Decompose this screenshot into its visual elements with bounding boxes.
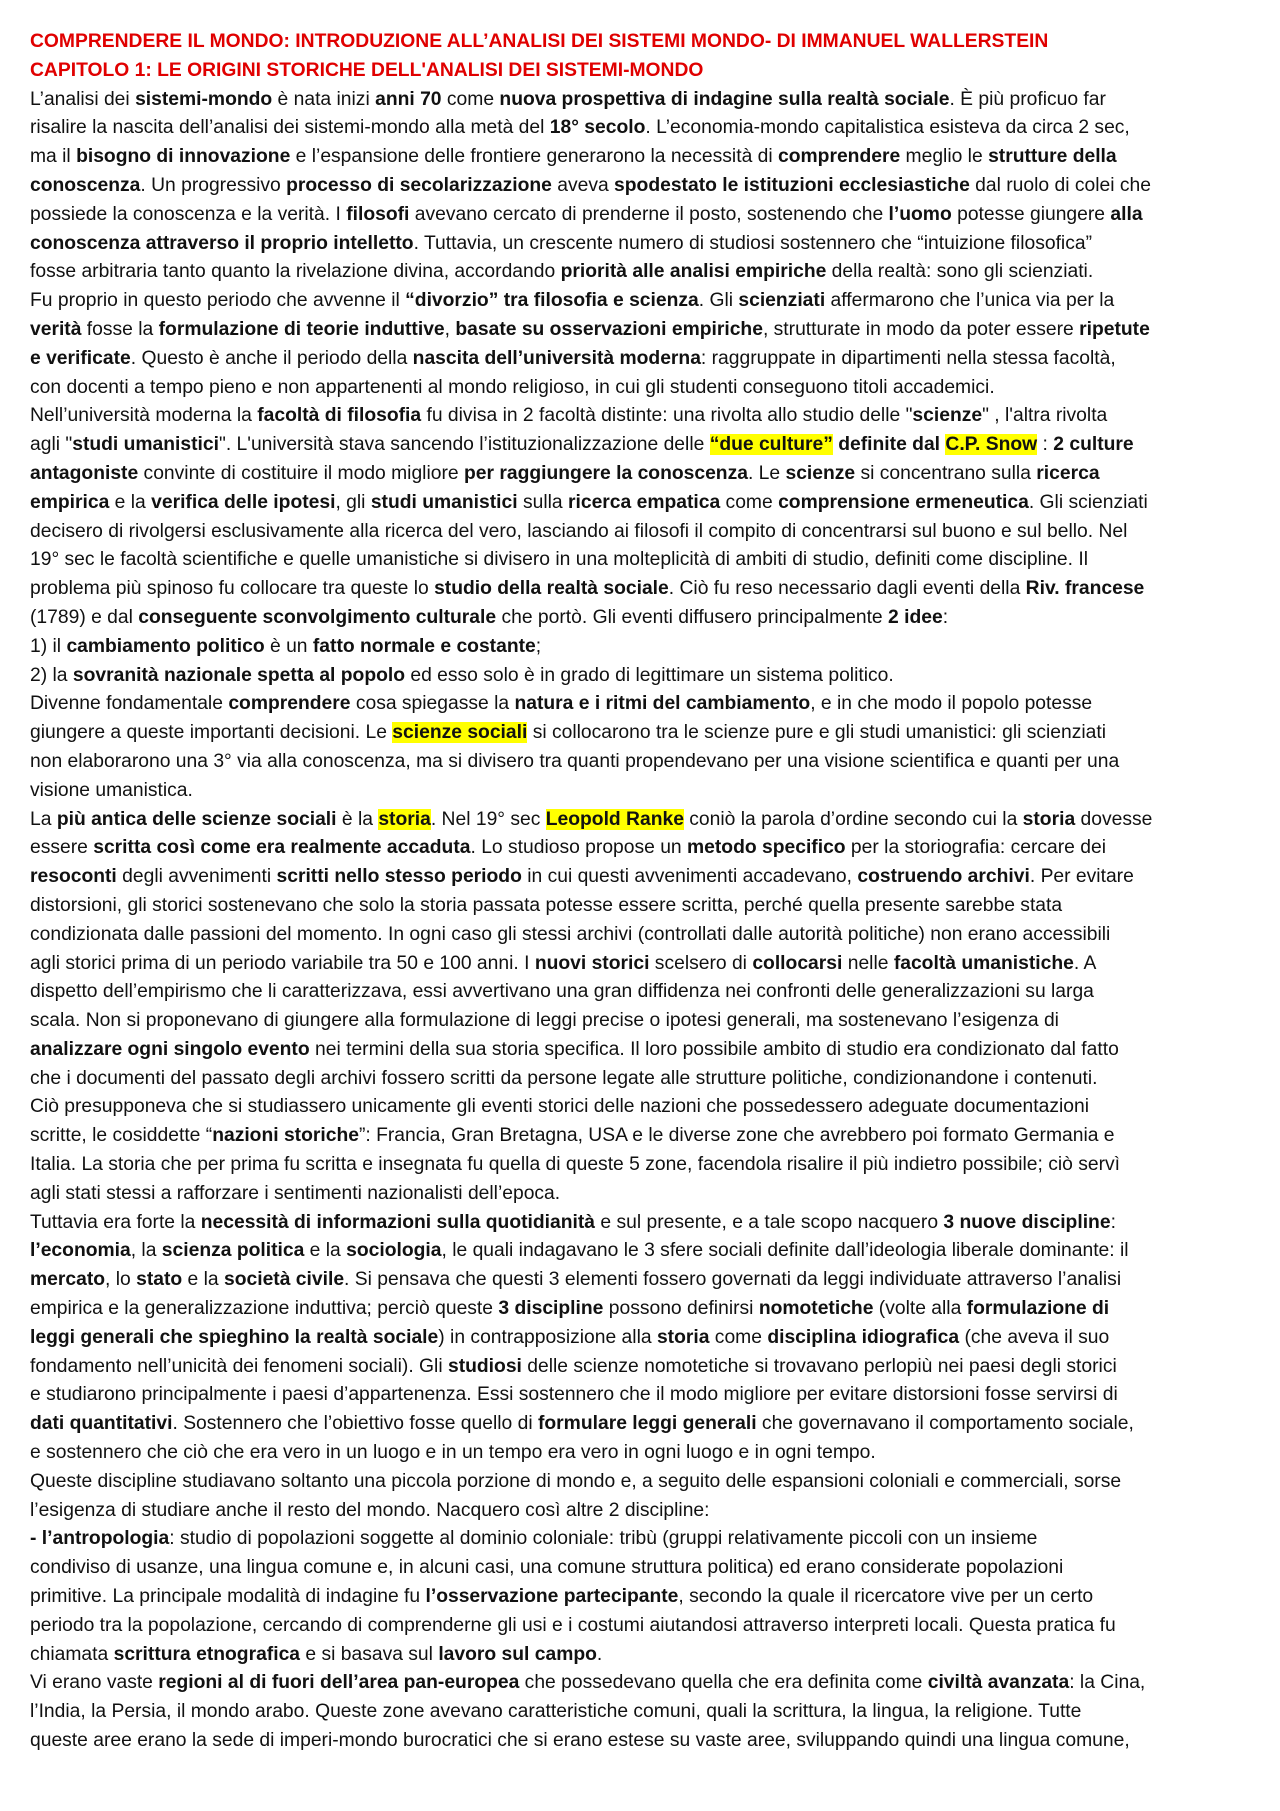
text-segment: . Questo è anche il periodo della — [130, 347, 413, 369]
text-segment: . Gli scienziati — [1028, 491, 1148, 513]
text-segment: essere — [30, 837, 94, 859]
bold-term: conoscenza — [30, 174, 141, 196]
text-segment: Nell’università moderna la — [30, 405, 258, 427]
text-segment: chiamata — [30, 1643, 114, 1665]
bold-term: studi umanistici — [72, 434, 219, 456]
text-segment: ; — [535, 635, 542, 657]
text-segment: (che aveva il suo — [959, 1326, 1110, 1348]
bold-term: conoscenza attraverso il proprio intelletto — [30, 232, 414, 254]
text-segment: L’analisi dei — [30, 88, 136, 110]
text-segment: dovesse — [1075, 808, 1153, 830]
text-line — [30, 950, 1252, 979]
highlighted-term: “due culture” — [709, 434, 833, 456]
bold-term: dati quantitativi — [30, 1413, 173, 1435]
bold-term: strutture della — [988, 146, 1117, 168]
text-line — [30, 834, 1252, 863]
text-line — [30, 28, 1252, 57]
text-segment: distorsioni, gli storici sostenevano che solo la storia passata potesse essere scritta, perché quella presente sarebbe stata — [30, 894, 1063, 916]
text-segment: . Per evitare — [1029, 866, 1134, 888]
text-segment: : — [942, 606, 949, 628]
bold-term: storia — [1022, 808, 1076, 830]
text-line — [30, 1295, 1252, 1324]
text-line — [30, 460, 1252, 489]
text-line — [30, 57, 1252, 86]
bold-term: collocarsi — [752, 952, 843, 974]
bold-term: nomotetiche — [758, 1298, 874, 1320]
text-segment: , strutturate in modo da poter essere — [762, 318, 1080, 340]
text-line — [30, 316, 1252, 345]
text-segment: . L’economia-mondo capitalistica esisteva da circa 2 sec, — [645, 117, 1130, 139]
bold-term: conseguente sconvolgimento culturale — [138, 606, 497, 628]
text-line — [30, 287, 1252, 316]
text-line — [30, 172, 1252, 201]
text-segment: . Lo studioso propose un — [470, 837, 688, 859]
bold-term: storia — [656, 1326, 710, 1348]
text-segment: scelsero di — [649, 952, 753, 974]
bold-term: e verificate — [30, 347, 131, 369]
bold-term: facoltà di filosofia — [257, 405, 422, 427]
text-segment: avevano cercato di prenderne il posto, sostenendo che — [409, 203, 889, 225]
text-segment: ) in contrapposizione alla — [438, 1326, 657, 1348]
bold-term: nascita dell’università moderna — [412, 347, 701, 369]
text-segment: . Tuttavia, un crescente numero di studiosi sostennero che “intuizione filosofica” — [413, 232, 1092, 254]
text-segment: agli stati stessi a rafforzare i sentimenti nazionalisti dell’epoca. — [30, 1182, 561, 1204]
text-segment: non elaborarono una 3° via alla conoscenza, ma si divisero tra quanti propendevano per una visione scientifica e quanti per una — [30, 750, 1120, 772]
text-line — [30, 1065, 1252, 1094]
bold-term: leggi generali che spieghino la realtà sociale — [30, 1326, 439, 1348]
text-line — [30, 258, 1252, 287]
text-segment: , la — [130, 1240, 162, 1262]
bold-term: formulazione di — [966, 1298, 1110, 1320]
text-line — [30, 690, 1252, 719]
bold-term: antagoniste — [30, 462, 139, 484]
text-segment: . Nel 19° sec — [430, 808, 546, 830]
bold-term: alla — [1110, 203, 1143, 225]
bold-term: stato — [136, 1269, 183, 1291]
bold-term: studio della realtà sociale — [434, 578, 669, 600]
text-segment: " , l'altra rivolta — [982, 405, 1108, 427]
text-segment: e la — [182, 1269, 224, 1291]
text-segment: è nata inizi — [272, 88, 376, 110]
bold-term: fatto normale e costante — [312, 635, 536, 657]
text-segment: periodo tra la popolazione, cercando di comprenderne gli usi e i costumi aiutandosi attraverso interpreti locali. Questa pratica fu — [30, 1614, 1116, 1636]
text-segment: e la — [109, 491, 152, 513]
text-segment: scritte, le cosiddette “ — [30, 1125, 213, 1147]
bold-term: cambiamento politico — [66, 635, 265, 657]
text-segment: Italia. La storia che per prima fu scritta e insegnata fu quella di queste 5 zone, facendola risalire il più indietro possibile; ciò servì — [30, 1154, 1120, 1176]
bold-term: società civile — [224, 1269, 345, 1291]
bold-term: disciplina idiografica — [767, 1326, 960, 1348]
bold-term: ricerca empatica — [567, 491, 721, 513]
text-segment: . È più proficuo far — [949, 88, 1106, 110]
highlighted-term: scienze sociali — [392, 722, 528, 744]
text-segment: 19° sec le facoltà scientifiche e quelle umanistiche si divisero in una molteplicità di ambiti di studio, definiti come discipline. Il — [30, 549, 1088, 571]
bold-term: scritti nello stesso periodo — [276, 866, 522, 888]
text-segment: . Ciò fu reso necessario dagli eventi della — [668, 578, 1026, 600]
text-segment: potesse giungere — [951, 203, 1111, 225]
text-segment: . Un progressivo — [140, 174, 287, 196]
bold-term: scrittura etnografica — [113, 1643, 301, 1665]
bold-term: scienziati — [738, 290, 826, 312]
text-line — [30, 1007, 1252, 1036]
text-segment: fu divisa in 2 facoltà distinte: una rivolta allo studio delle " — [421, 405, 913, 427]
bold-term: definite dal — [832, 434, 946, 456]
text-segment: 1) il — [30, 635, 67, 657]
bold-term: scienza politica — [161, 1240, 305, 1262]
text-line — [30, 546, 1252, 575]
text-line — [30, 1612, 1252, 1641]
text-line — [30, 1353, 1252, 1382]
bold-term: spodestato le istituzioni ecclesiastiche — [614, 174, 970, 196]
text-line — [30, 1468, 1252, 1497]
text-line — [30, 748, 1252, 777]
text-segment: Queste discipline studiavano soltanto una piccola porzione di mondo e, a seguito delle espansioni coloniali e commerciali, sorse — [30, 1470, 1122, 1492]
text-segment: agli storici prima di un periodo variabile tra 50 e 100 anni. I — [30, 952, 535, 974]
bold-term: l’uomo — [888, 203, 952, 225]
text-line — [30, 1324, 1252, 1353]
text-segment: . Le — [747, 462, 786, 484]
text-line — [30, 662, 1252, 691]
heading-text: COMPRENDERE IL MONDO: INTRODUZIONE ALL’ANALISI DEI SISTEMI MONDO- DI IMMANUEL WALLERSTEIN — [30, 31, 1049, 52]
highlighted-term: storia — [378, 808, 431, 830]
text-line — [30, 863, 1252, 892]
text-segment: l’India, la Persia, il mondo arabo. Queste zone avevano caratteristiche comuni, quali la scrittura, la lingua, la religione. Tutte — [30, 1701, 1082, 1723]
text-line — [30, 143, 1252, 172]
bold-term: comprendere — [228, 693, 351, 715]
text-segment: Ciò presupponeva che si studiassero unicamente gli eventi storici delle nazioni che possedessero adeguate documentazioni — [30, 1096, 1089, 1118]
bold-term: più antica delle scienze sociali — [56, 808, 337, 830]
text-segment: si concentrano sulla — [855, 462, 1037, 484]
text-segment: . Sostennero che l’obiettivo fosse quello di — [172, 1413, 538, 1435]
text-segment: Divenne fondamentale — [30, 693, 229, 715]
bold-term: nazioni storiche — [212, 1125, 359, 1147]
text-line — [30, 1122, 1252, 1151]
text-segment: empirica e la generalizzazione induttiva; perciò queste — [30, 1298, 499, 1320]
text-segment: ”: Francia, Gran Bretagna, USA e le diverse zone che avrebbero poi formato Germania e — [358, 1125, 1115, 1147]
bold-term: anni 70 — [375, 88, 442, 110]
text-segment: giungere a queste importanti decisioni. Le — [30, 722, 393, 744]
text-segment: che i documenti del passato degli archivi fossero scritti da persone legate alle strutture politiche, condizionandone i contenuti. — [30, 1067, 1098, 1089]
text-line — [30, 86, 1252, 115]
text-line — [30, 1266, 1252, 1295]
text-segment: si collocarono tra le scienze pure e gli studi umanistici: gli scienziati — [527, 722, 1107, 744]
text-segment: e sostennero che ciò che era vero in un luogo e in un tempo era vero in ogni luogo e in ogni tempo. — [30, 1442, 876, 1464]
text-segment: problema più spinoso fu collocare tra queste lo — [30, 578, 435, 600]
text-segment: nei termini della sua storia specifica. Il loro possibile ambito di studio era condizionato dal fatto — [309, 1038, 1119, 1060]
text-segment: per la storiografia: cercare dei — [845, 837, 1106, 859]
text-segment: aveva — [551, 174, 615, 196]
text-line — [30, 1410, 1252, 1439]
text-segment: . Si pensava che questi 3 elementi fossero governati da leggi individuate attraverso l’analisi — [344, 1269, 1122, 1291]
text-line — [30, 1698, 1252, 1727]
text-segment: fosse arbitraria tanto quanto la rivelazione divina, accordando — [30, 261, 561, 283]
text-segment: fondamento nell’unicità dei fenomeni sociali). Gli — [30, 1355, 448, 1377]
highlighted-term: C.P. Snow — [945, 434, 1038, 456]
text-segment: condizionata dalle passioni del momento. In ogni caso gli stessi archivi (controllati dalle autorità politiche) non erano accessibili — [30, 923, 1111, 945]
text-line — [30, 633, 1252, 662]
text-segment: visione umanistica. — [30, 779, 193, 801]
bold-term: 3 nuove discipline — [943, 1211, 1111, 1233]
text-segment: degli avvenimenti — [116, 866, 277, 888]
bold-term: priorità alle analisi empiriche — [560, 261, 827, 283]
text-line — [30, 892, 1252, 921]
text-segment: : raggruppate in dipartimenti nella stessa facoltà, — [700, 347, 1116, 369]
text-segment: cosa spiegasse la — [350, 693, 515, 715]
text-line — [30, 719, 1252, 748]
text-segment: con docenti a tempo pieno e non appartenenti al mondo religioso, in cui gli studenti conseguono titoli accademici. — [30, 376, 995, 398]
bold-term: per raggiungere la conoscenza — [463, 462, 748, 484]
text-segment: sulla — [517, 491, 568, 513]
bold-term: 3 discipline — [498, 1298, 604, 1320]
bold-term: filosofi — [346, 203, 410, 225]
text-segment: ma il — [30, 146, 77, 168]
bold-term: sociologia — [346, 1240, 442, 1262]
text-segment: 2) la — [30, 664, 73, 686]
bold-term: empirica — [30, 491, 110, 513]
text-segment: La — [30, 808, 57, 830]
text-line — [30, 431, 1252, 460]
bold-term: formulare leggi generali — [537, 1413, 757, 1435]
bold-term: regioni al di fuori dell’area pan-europea — [158, 1672, 520, 1694]
text-segment: che possedevano quella che era definita come — [519, 1672, 928, 1694]
bold-term: formulazione di teorie induttive — [158, 318, 445, 340]
text-segment: dal ruolo di colei che — [969, 174, 1151, 196]
text-segment: della realtà: sono gli scienziati. — [826, 261, 1094, 283]
text-line — [30, 1381, 1252, 1410]
text-segment: convinte di costituire il modo migliore — [138, 462, 464, 484]
text-segment: come — [720, 491, 779, 513]
text-line — [30, 1497, 1252, 1526]
text-segment: come — [709, 1326, 768, 1348]
text-segment: . A — [1073, 952, 1097, 974]
text-segment: , gli — [335, 491, 371, 513]
text-segment: possono definirsi — [603, 1298, 759, 1320]
text-line — [30, 978, 1252, 1007]
text-segment: . Gli — [698, 290, 739, 312]
text-segment: possiede la conoscenza e la verità. I — [30, 203, 347, 225]
bold-term: comprensione ermeneutica — [778, 491, 1029, 513]
text-segment: coniò la parola d’ordine secondo cui la — [683, 808, 1023, 830]
heading-text: CAPITOLO 1: LE ORIGINI STORICHE DELL'ANALISI DEI SISTEMI-MONDO — [30, 59, 704, 81]
bold-term: mercato — [30, 1269, 106, 1291]
text-line — [30, 1669, 1252, 1698]
bold-term: natura e i ritmi del cambiamento — [514, 693, 811, 715]
text-line — [30, 1093, 1252, 1122]
text-segment: fosse la — [81, 318, 159, 340]
text-segment: (1789) e dal — [30, 606, 139, 628]
bold-term: studiosi — [447, 1355, 522, 1377]
bold-term: comprendere — [778, 146, 901, 168]
text-segment: agli " — [30, 434, 73, 456]
bold-term: verifica delle ipotesi — [151, 491, 336, 513]
text-line — [30, 575, 1252, 604]
text-line — [30, 374, 1252, 403]
bold-term: resoconti — [30, 866, 117, 888]
text-segment: : la Cina, — [1069, 1672, 1146, 1694]
text-segment: meglio le — [900, 146, 989, 168]
text-segment: nelle — [842, 952, 894, 974]
text-line — [30, 230, 1252, 259]
text-segment: e si basava sul — [300, 1643, 439, 1665]
bold-term: facoltà umanistiche — [893, 952, 1074, 974]
text-line — [30, 518, 1252, 547]
text-segment: Vi erano vaste — [30, 1672, 159, 1694]
document-body — [30, 28, 1252, 1756]
text-segment: queste aree erano la sede di imperi-mondo burocratici che si erano estese su vaste aree, sviluppando quindi una lingua comune, — [30, 1730, 1130, 1752]
bold-term: civiltà avanzata — [927, 1672, 1070, 1694]
bold-term: scritta così come era realmente accaduta — [93, 837, 471, 859]
bold-term: analizzare ogni singolo evento — [30, 1038, 310, 1060]
bold-term: 2 idee — [888, 606, 943, 628]
bold-term: verità — [30, 318, 82, 340]
text-segment: , lo — [105, 1269, 137, 1291]
bold-term: ricerca — [1036, 462, 1100, 484]
text-line — [30, 1036, 1252, 1065]
text-segment: (volte alla — [873, 1298, 967, 1320]
bold-term: sistemi-mondo — [135, 88, 273, 110]
text-segment: delle scienze nomotetiche si trovavano perlopiù nei paesi degli storici — [521, 1355, 1117, 1377]
text-segment: che portò. Gli eventi diffusero principalmente — [496, 606, 889, 628]
text-segment: che governavano il comportamento sociale, — [756, 1413, 1134, 1435]
text-segment: , — [444, 318, 456, 340]
text-line — [30, 921, 1252, 950]
bold-term: “divorzio” tra filosofia e scienza — [405, 290, 699, 312]
text-segment: , e in che modo il popolo potesse — [810, 693, 1093, 715]
bold-term: scienze — [785, 462, 856, 484]
bold-term: basate su osservazioni empiriche — [455, 318, 763, 340]
text-segment: : studio di popolazioni soggette al dominio coloniale: tribù (gruppi relativamente piccoli con un insieme — [169, 1528, 1038, 1550]
text-line — [30, 1180, 1252, 1209]
bold-term: bisogno di innovazione — [76, 146, 291, 168]
bold-term: necessità di informazioni sulla quotidianità — [200, 1211, 596, 1233]
bold-term: lavoro sul campo — [438, 1643, 597, 1665]
bold-term: processo di secolarizzazione — [286, 174, 552, 196]
highlighted-term: Leopold Ranke — [545, 808, 684, 830]
text-segment: . — [596, 1643, 603, 1665]
text-segment: , le quali indagavano le 3 sfere sociali definite dall’ideologia liberale dominante: il — [441, 1240, 1129, 1262]
text-line — [30, 1151, 1252, 1180]
text-segment: l’esigenza di studiare anche il resto del mondo. Nacquero così altre 2 discipline: — [30, 1499, 710, 1521]
text-line — [30, 345, 1252, 374]
bold-term: sovranità nazionale spetta al popolo — [72, 664, 406, 686]
bold-term: 18° secolo — [549, 117, 646, 139]
bold-term: nuovi storici — [534, 952, 650, 974]
text-line — [30, 1237, 1252, 1266]
text-segment: ed esso solo è in grado di legittimare un sistema politico. — [405, 664, 894, 686]
text-line — [30, 1727, 1252, 1756]
text-line — [30, 1641, 1252, 1670]
text-line — [30, 489, 1252, 518]
text-segment: è un — [264, 635, 313, 657]
text-segment: ". L'università stava sancendo l’istituzionalizzazione delle — [219, 434, 710, 456]
text-line — [30, 1583, 1252, 1612]
text-segment: Fu proprio in questo periodo che avvenne il — [30, 290, 406, 312]
text-line — [30, 402, 1252, 431]
text-segment: : — [1110, 1211, 1116, 1233]
text-segment: decisero di rivolgersi esclusivamente alla ricerca del vero, lasciando ai filosofi il compito di concentrarsi sul buono e sul bello. Nel — [30, 520, 1128, 542]
text-line — [30, 806, 1252, 835]
text-line — [30, 1439, 1252, 1468]
text-segment: Tuttavia era forte la — [30, 1211, 201, 1233]
text-segment: è la — [336, 808, 379, 830]
text-segment: e la — [304, 1240, 347, 1262]
bold-term: Riv. francese — [1025, 578, 1145, 600]
text-segment: e studiarono principalmente i paesi d’appartenenza. Essi sostennero che il modo migliore per evitare distorsioni fosse servirsi di — [30, 1384, 1118, 1406]
text-segment: , secondo la quale il ricercatore vive per un certo — [678, 1586, 1094, 1608]
text-segment: condiviso di usanze, una lingua comune e, in alcuni casi, una comune struttura politica) ed erano considerate popolazioni — [30, 1557, 1064, 1579]
text-line — [30, 1554, 1252, 1583]
bold-term: ripetute — [1079, 318, 1150, 340]
bold-term: scienze — [912, 405, 983, 427]
text-segment: e sul presente, e a tale scopo nacquero — [595, 1211, 944, 1233]
text-segment: affermarono che l’unica via per la — [825, 290, 1115, 312]
bold-term: 2 culture — [1053, 434, 1134, 456]
text-segment: e l’espansione delle frontiere generarono la necessità di — [290, 146, 779, 168]
text-segment: in cui questi avvenimenti accadevano, — [521, 866, 858, 888]
text-segment: primitive. La principale modalità di indagine fu — [30, 1586, 426, 1608]
text-segment: come — [441, 88, 500, 110]
text-line — [30, 604, 1252, 633]
bold-term: nuova prospettiva di indagine sulla realtà sociale — [499, 88, 950, 110]
bold-term: l’osservazione partecipante — [425, 1586, 679, 1608]
text-line — [30, 1209, 1252, 1238]
bold-term: costruendo archivi — [857, 866, 1030, 888]
bold-term: studi umanistici — [370, 491, 518, 513]
text-segment: dispetto dell’empirismo che li caratterizzava, essi avvertivano una gran diffidenza nei confronti delle generalizzazioni su larga — [30, 981, 1094, 1003]
text-line — [30, 1525, 1252, 1554]
bold-term: metodo specifico — [687, 837, 846, 859]
bold-term: - l’antropologia — [30, 1528, 170, 1550]
text-segment: risalire la nascita dell’analisi dei sistemi-mondo alla metà del — [30, 117, 550, 139]
text-line — [30, 777, 1252, 806]
text-segment: scala. Non si proponevano di giungere alla formulazione di leggi precise o ipotesi generali, ma sostenevano l’esigenza di — [30, 1010, 1059, 1032]
text-line — [30, 114, 1252, 143]
text-line — [30, 201, 1252, 230]
text-segment: : — [1037, 434, 1054, 456]
bold-term: l’economia — [30, 1240, 131, 1262]
